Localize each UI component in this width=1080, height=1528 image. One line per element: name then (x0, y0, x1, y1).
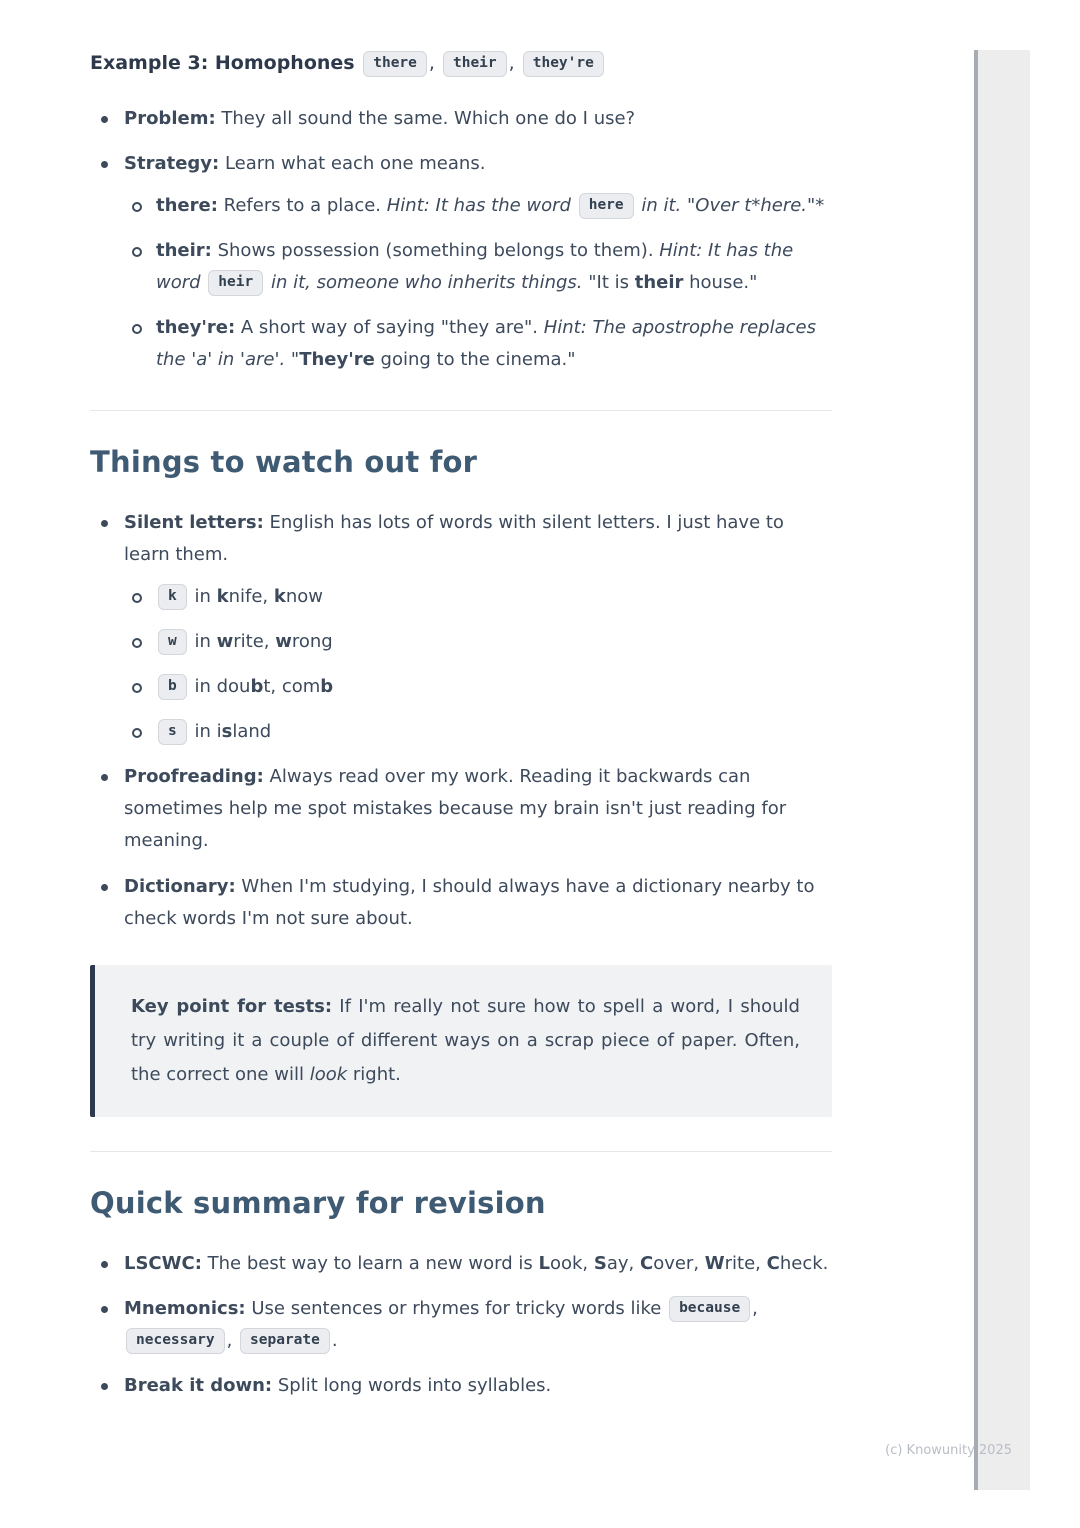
code-chip: heir (208, 270, 263, 296)
code-chip: they're (523, 51, 604, 77)
code-chip: there (363, 51, 427, 77)
scrollbar-track[interactable] (978, 50, 1030, 1490)
copyright-watermark: (c) Knowunity 2025 (885, 1443, 1012, 1458)
bullet-dictionary: Dictionary: When I'm studying, I should always have a dictionary nearby to check words I'm not sure about. (90, 871, 832, 935)
bullet-proofreading: Proofreading: Always read over my work. Reading it backwards can sometimes help me spot mistakes because my brain isn't just reading for meaning. (90, 761, 832, 857)
section-heading-summary: Quick summary for revision (90, 1186, 546, 1221)
divider (90, 410, 832, 411)
bullet-there: there: Refers to a place. Hint: It has the word here in it. "Over t*here."* (124, 190, 832, 222)
bullet-silent-k: k in knife, know (124, 581, 832, 613)
bullet-silent-letters-text: Silent letters: English has lots of words with silent letters. I just have to learn them. (124, 512, 784, 566)
code-chip: separate (240, 1328, 330, 1354)
example3-heading: Example 3: Homophones there , their , they're (90, 48, 832, 79)
bullet-silent-w: w in write, wrong (124, 626, 832, 658)
bullet-silent-b: b in doubt, comb (124, 671, 832, 703)
bullet-mnemonics: Mnemonics: Use sentences or rhymes for tricky words like because , necessary , separate . (90, 1293, 832, 1357)
key-point-callout: Key point for tests: If I'm really not sure how to spell a word, I should try writing it a couple of different ways on a scrap piece of paper. Often, the correct one will look right. (90, 965, 832, 1118)
bullet-strategy (90, 148, 832, 376)
bullet-problem: Problem: They all sound the same. Which one do I use? (90, 103, 832, 135)
code-chip: necessary (126, 1328, 225, 1354)
watch-list (90, 507, 832, 934)
bullet-silent-s: s in island (124, 716, 832, 748)
code-chip: their (443, 51, 507, 77)
bullet-lscwc: LSCWC: The best way to learn a new word is Look, Say, Cover, Write, Check. (90, 1248, 832, 1280)
code-chip: here (579, 193, 634, 219)
section-heading-watch: Things to watch out for (90, 445, 478, 480)
strategy-sublist (124, 190, 832, 376)
code-chip: k (158, 584, 187, 610)
bullet-silent-letters (90, 507, 832, 748)
bullet-strategy-text: Strategy: Learn what each one means. (124, 153, 486, 175)
code-chip: w (158, 629, 187, 655)
bullet-break-it-down: Break it down: Split long words into syllables. (90, 1370, 832, 1402)
summary-list (90, 1248, 832, 1402)
example3-list (90, 103, 832, 376)
code-chip: b (158, 674, 187, 700)
page-edge-line (974, 50, 978, 1490)
code-chip: s (158, 719, 187, 745)
code-chip: because (669, 1296, 750, 1322)
divider (90, 1151, 832, 1152)
bullet-their: their: Shows possession (something belongs to them). Hint: It has the word heir in it, someone who inherits things. "It is their house." (124, 235, 832, 299)
bullet-theyre: they're: A short way of saying "they are". Hint: The apostrophe replaces the 'a' in 'are'. "They're going to the cinema." (124, 312, 832, 376)
document-content (90, 48, 832, 1415)
silent-letters-sublist (124, 581, 832, 748)
